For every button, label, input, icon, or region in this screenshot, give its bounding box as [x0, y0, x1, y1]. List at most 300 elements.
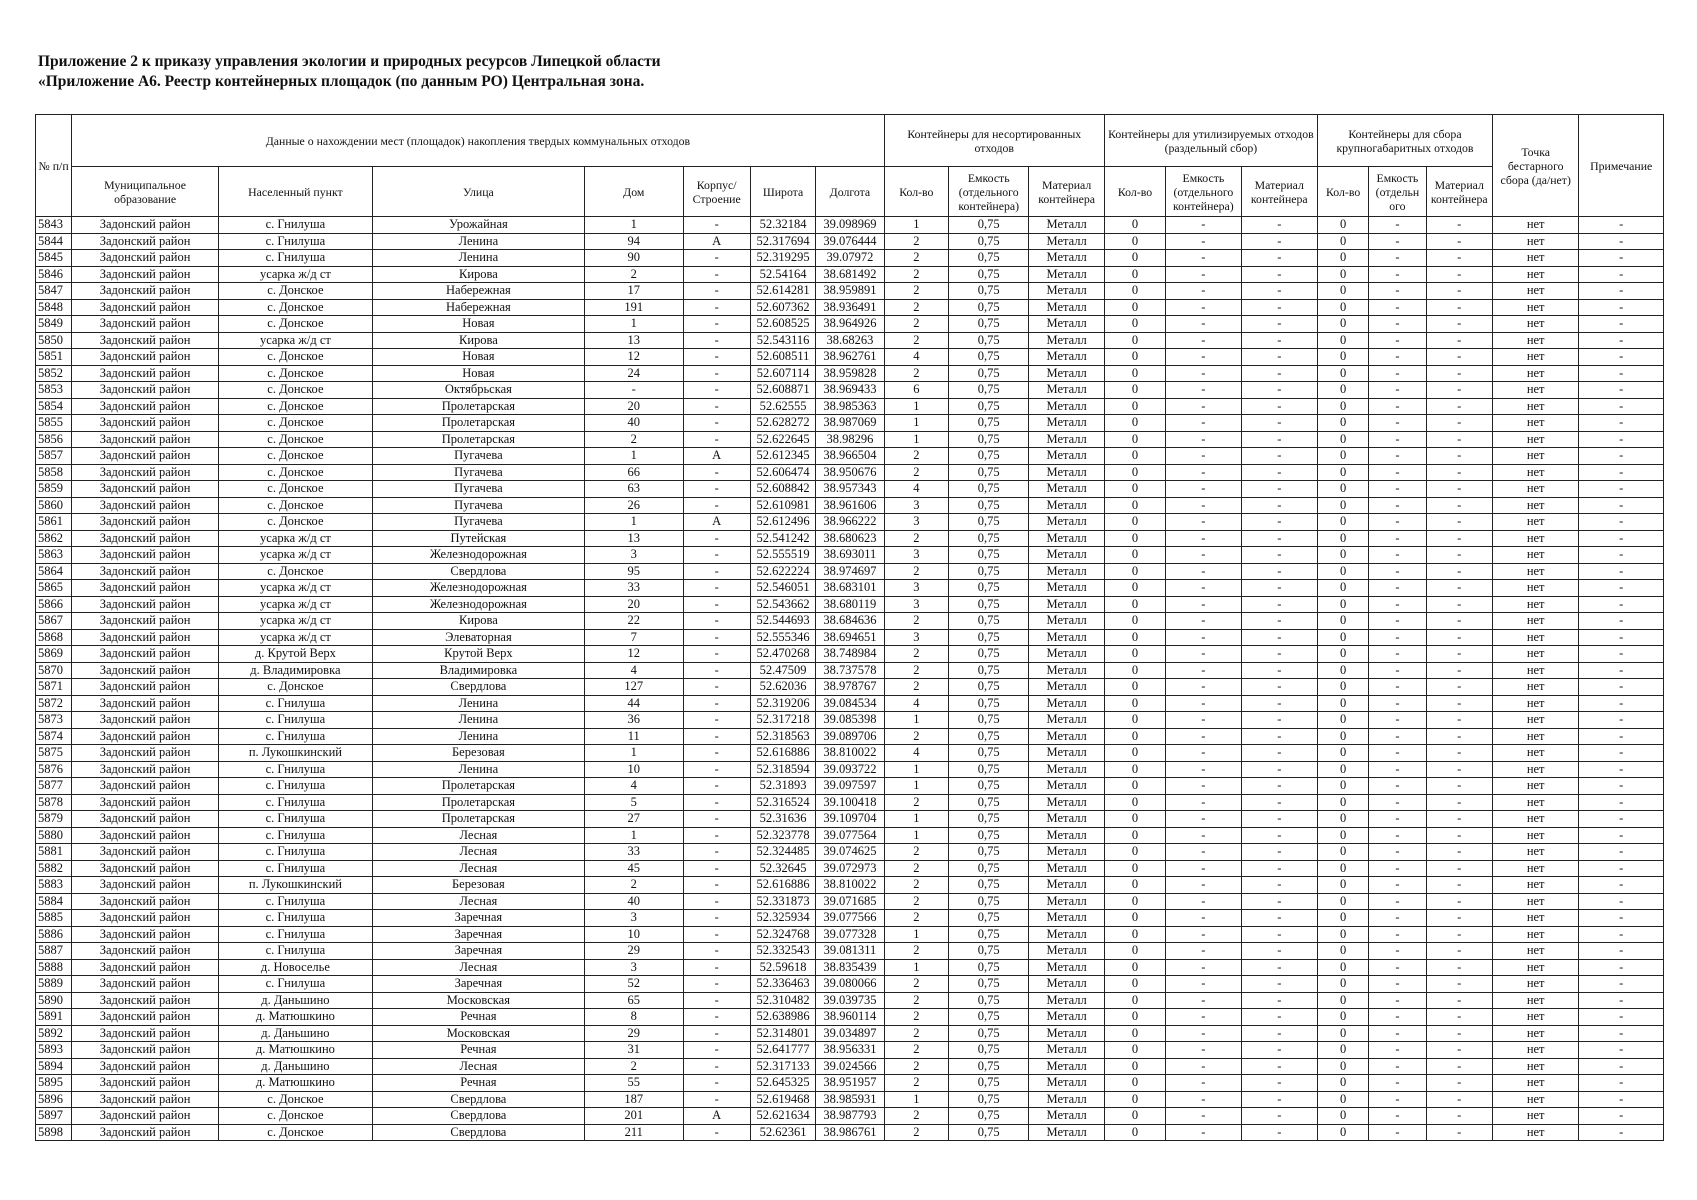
cell-capacity-recycle: - — [1166, 398, 1241, 415]
cell-note: - — [1579, 877, 1664, 894]
cell-street: Железнодорожная — [372, 547, 584, 564]
cell-material-bulky: - — [1426, 481, 1492, 498]
cell-lat: 52.317133 — [750, 1058, 815, 1075]
cell-settlement: с. Гнилуша — [218, 217, 372, 234]
cell-material-bulky: - — [1426, 1009, 1492, 1026]
cell-material-recycle: - — [1241, 844, 1317, 861]
cell-capacity-unsorted: 0,75 — [949, 695, 1029, 712]
table-row — [36, 1108, 1664, 1125]
cell-capacity-unsorted: 0,75 — [949, 1124, 1029, 1141]
cell-settlement: с. Гнилуша — [218, 761, 372, 778]
cell-material-bulky: - — [1426, 530, 1492, 547]
cell-bagless: нет — [1492, 629, 1578, 646]
cell-street: Березовая — [372, 877, 584, 894]
cell-num: 5881 — [36, 844, 72, 861]
cell-capacity-bulky: - — [1369, 877, 1426, 894]
cell-count-bulky: 0 — [1318, 745, 1369, 762]
cell-house: 45 — [584, 860, 683, 877]
cell-material-unsorted: Металл — [1029, 1091, 1104, 1108]
cell-num: 5896 — [36, 1091, 72, 1108]
cell-material-unsorted: Металл — [1029, 992, 1104, 1009]
cell-settlement: д. Матюшкино — [218, 1042, 372, 1059]
cell-count-unsorted: 3 — [884, 629, 948, 646]
cell-note: - — [1579, 415, 1664, 432]
cell-count-unsorted: 3 — [884, 596, 948, 613]
header-lon: Долгота — [816, 167, 884, 217]
cell-bagless: нет — [1492, 217, 1578, 234]
cell-lon: 39.024566 — [816, 1058, 884, 1075]
cell-count-bulky: 0 — [1318, 860, 1369, 877]
cell-capacity-recycle: - — [1166, 563, 1241, 580]
cell-house: 187 — [584, 1091, 683, 1108]
cell-capacity-bulky: - — [1369, 497, 1426, 514]
cell-capacity-recycle: - — [1166, 217, 1241, 234]
cell-material-bulky: - — [1426, 266, 1492, 283]
cell-material-recycle: - — [1241, 613, 1317, 630]
cell-count-bulky: 0 — [1318, 448, 1369, 465]
cell-count-bulky: 0 — [1318, 778, 1369, 795]
cell-count-recycle: 0 — [1104, 415, 1165, 432]
cell-material-bulky: - — [1426, 283, 1492, 300]
cell-bagless: нет — [1492, 646, 1578, 663]
table-row — [36, 1075, 1664, 1092]
cell-municipality: Задонский район — [72, 448, 219, 465]
cell-capacity-recycle: - — [1166, 745, 1241, 762]
cell-building: - — [683, 316, 750, 333]
cell-material-bulky: - — [1426, 514, 1492, 531]
cell-lat: 52.616886 — [750, 745, 815, 762]
cell-material-recycle: - — [1241, 893, 1317, 910]
cell-count-unsorted: 2 — [884, 679, 948, 696]
cell-material-recycle: - — [1241, 1042, 1317, 1059]
cell-material-recycle: - — [1241, 1058, 1317, 1075]
cell-material-recycle: - — [1241, 596, 1317, 613]
cell-material-bulky: - — [1426, 992, 1492, 1009]
cell-num: 5847 — [36, 283, 72, 300]
cell-material-unsorted: Металл — [1029, 877, 1104, 894]
cell-count-recycle: 0 — [1104, 233, 1165, 250]
header-capacity-recycle: Емкость (отдельного контейнера) — [1166, 167, 1241, 217]
header-capacity-bulky: Емкость (отдельн ого — [1369, 167, 1426, 217]
cell-capacity-bulky: - — [1369, 316, 1426, 333]
cell-note: - — [1579, 448, 1664, 465]
cell-bagless: нет — [1492, 464, 1578, 481]
cell-num: 5844 — [36, 233, 72, 250]
cell-material-bulky: - — [1426, 679, 1492, 696]
cell-count-recycle: 0 — [1104, 596, 1165, 613]
cell-street: Октябрьская — [372, 382, 584, 399]
cell-lat: 52.62361 — [750, 1124, 815, 1141]
cell-settlement: усарка ж/д ст — [218, 530, 372, 547]
cell-capacity-unsorted: 0,75 — [949, 1108, 1029, 1125]
cell-material-unsorted: Металл — [1029, 613, 1104, 630]
cell-note: - — [1579, 596, 1664, 613]
table-row — [36, 646, 1664, 663]
cell-num: 5862 — [36, 530, 72, 547]
cell-house: 1 — [584, 217, 683, 234]
cell-material-recycle: - — [1241, 497, 1317, 514]
cell-capacity-recycle: - — [1166, 893, 1241, 910]
cell-lon: 38.962761 — [816, 349, 884, 366]
cell-lon: 39.039735 — [816, 992, 884, 1009]
cell-count-unsorted: 2 — [884, 1025, 948, 1042]
header-material-unsorted: Материал контейнера — [1029, 167, 1104, 217]
cell-count-unsorted: 2 — [884, 563, 948, 580]
cell-building: - — [683, 547, 750, 564]
cell-lat: 52.62036 — [750, 679, 815, 696]
cell-material-bulky: - — [1426, 1124, 1492, 1141]
cell-count-recycle: 0 — [1104, 662, 1165, 679]
cell-num: 5870 — [36, 662, 72, 679]
cell-capacity-unsorted: 0,75 — [949, 464, 1029, 481]
cell-lat: 52.606474 — [750, 464, 815, 481]
cell-num: 5878 — [36, 794, 72, 811]
cell-material-recycle: - — [1241, 580, 1317, 597]
cell-lon: 38.748984 — [816, 646, 884, 663]
cell-house: 5 — [584, 794, 683, 811]
cell-street: Московская — [372, 992, 584, 1009]
cell-lon: 39.077566 — [816, 910, 884, 927]
cell-material-bulky: - — [1426, 580, 1492, 597]
cell-count-recycle: 0 — [1104, 547, 1165, 564]
cell-settlement: с. Гнилуша — [218, 827, 372, 844]
cell-material-bulky: - — [1426, 547, 1492, 564]
cell-street: Березовая — [372, 745, 584, 762]
cell-capacity-recycle: - — [1166, 233, 1241, 250]
cell-material-unsorted: Металл — [1029, 580, 1104, 597]
cell-street: Пролетарская — [372, 431, 584, 448]
cell-num: 5868 — [36, 629, 72, 646]
cell-count-recycle: 0 — [1104, 530, 1165, 547]
cell-street: Лесная — [372, 827, 584, 844]
cell-bagless: нет — [1492, 827, 1578, 844]
cell-capacity-bulky: - — [1369, 1025, 1426, 1042]
cell-bagless: нет — [1492, 844, 1578, 861]
cell-material-recycle: - — [1241, 910, 1317, 927]
cell-material-unsorted: Металл — [1029, 959, 1104, 976]
cell-capacity-bulky: - — [1369, 580, 1426, 597]
cell-count-recycle: 0 — [1104, 728, 1165, 745]
cell-settlement: с. Донское — [218, 1091, 372, 1108]
cell-municipality: Задонский район — [72, 365, 219, 382]
cell-house: 191 — [584, 299, 683, 316]
cell-material-recycle: - — [1241, 778, 1317, 795]
cell-settlement: с. Гнилуша — [218, 860, 372, 877]
cell-note: - — [1579, 580, 1664, 597]
cell-house: 13 — [584, 332, 683, 349]
cell-house: 1 — [584, 514, 683, 531]
cell-settlement: с. Донское — [218, 514, 372, 531]
cell-material-bulky: - — [1426, 613, 1492, 630]
cell-count-recycle: 0 — [1104, 250, 1165, 267]
cell-capacity-bulky: - — [1369, 860, 1426, 877]
table-row — [36, 761, 1664, 778]
cell-num: 5886 — [36, 926, 72, 943]
cell-material-recycle: - — [1241, 283, 1317, 300]
cell-material-recycle: - — [1241, 679, 1317, 696]
table-row — [36, 266, 1664, 283]
cell-material-bulky: - — [1426, 926, 1492, 943]
cell-capacity-recycle: - — [1166, 283, 1241, 300]
cell-street: Заречная — [372, 910, 584, 927]
cell-capacity-bulky: - — [1369, 349, 1426, 366]
cell-lon: 39.098969 — [816, 217, 884, 234]
cell-note: - — [1579, 299, 1664, 316]
cell-street: Речная — [372, 1075, 584, 1092]
cell-capacity-recycle: - — [1166, 497, 1241, 514]
cell-bagless: нет — [1492, 481, 1578, 498]
cell-lat: 52.317694 — [750, 233, 815, 250]
cell-num: 5893 — [36, 1042, 72, 1059]
cell-municipality: Задонский район — [72, 563, 219, 580]
cell-settlement: с. Гнилуша — [218, 233, 372, 250]
cell-count-bulky: 0 — [1318, 1025, 1369, 1042]
cell-bagless: нет — [1492, 415, 1578, 432]
cell-lon: 39.100418 — [816, 794, 884, 811]
cell-num: 5860 — [36, 497, 72, 514]
cell-street: Железнодорожная — [372, 596, 584, 613]
cell-building: - — [683, 662, 750, 679]
cell-material-bulky: - — [1426, 943, 1492, 960]
cell-material-bulky: - — [1426, 893, 1492, 910]
table-row — [36, 926, 1664, 943]
cell-municipality: Задонский район — [72, 250, 219, 267]
cell-material-bulky: - — [1426, 778, 1492, 795]
cell-municipality: Задонский район — [72, 860, 219, 877]
cell-count-bulky: 0 — [1318, 1042, 1369, 1059]
cell-street: Новая — [372, 316, 584, 333]
cell-count-unsorted: 2 — [884, 332, 948, 349]
cell-street: Свердлова — [372, 1124, 584, 1141]
cell-capacity-recycle: - — [1166, 827, 1241, 844]
cell-material-bulky: - — [1426, 860, 1492, 877]
cell-house: 20 — [584, 398, 683, 415]
cell-lon: 39.089706 — [816, 728, 884, 745]
cell-house: 13 — [584, 530, 683, 547]
cell-settlement: с. Гнилуша — [218, 926, 372, 943]
cell-settlement: усарка ж/д ст — [218, 547, 372, 564]
cell-material-unsorted: Металл — [1029, 695, 1104, 712]
table-row — [36, 613, 1664, 630]
cell-material-recycle: - — [1241, 943, 1317, 960]
cell-count-unsorted: 2 — [884, 646, 948, 663]
cell-building: - — [683, 382, 750, 399]
cell-capacity-recycle: - — [1166, 1009, 1241, 1026]
cell-capacity-bulky: - — [1369, 893, 1426, 910]
header-recycle-group: Контейнеры для утилизируемых отходов (раздельный сбор) — [1104, 115, 1317, 167]
cell-house: 11 — [584, 728, 683, 745]
cell-lon: 38.680623 — [816, 530, 884, 547]
cell-note: - — [1579, 1124, 1664, 1141]
cell-house: 1 — [584, 316, 683, 333]
cell-count-bulky: 0 — [1318, 1091, 1369, 1108]
cell-capacity-recycle: - — [1166, 646, 1241, 663]
cell-bagless: нет — [1492, 1124, 1578, 1141]
cell-num: 5866 — [36, 596, 72, 613]
cell-settlement: д. Даньшино — [218, 1058, 372, 1075]
cell-capacity-bulky: - — [1369, 646, 1426, 663]
cell-note: - — [1579, 629, 1664, 646]
cell-street: Ленина — [372, 728, 584, 745]
cell-count-recycle: 0 — [1104, 1058, 1165, 1075]
cell-lat: 52.31636 — [750, 811, 815, 828]
cell-count-bulky: 0 — [1318, 349, 1369, 366]
cell-note: - — [1579, 695, 1664, 712]
cell-lon: 39.072973 — [816, 860, 884, 877]
table-row — [36, 1042, 1664, 1059]
cell-bagless: нет — [1492, 283, 1578, 300]
cell-lat: 52.619468 — [750, 1091, 815, 1108]
cell-material-unsorted: Металл — [1029, 217, 1104, 234]
cell-building: - — [683, 844, 750, 861]
cell-material-recycle: - — [1241, 448, 1317, 465]
cell-lat: 52.608871 — [750, 382, 815, 399]
cell-capacity-bulky: - — [1369, 745, 1426, 762]
cell-settlement: с. Гнилуша — [218, 728, 372, 745]
cell-lat: 52.323778 — [750, 827, 815, 844]
cell-count-recycle: 0 — [1104, 398, 1165, 415]
cell-house: 40 — [584, 415, 683, 432]
cell-lat: 52.544693 — [750, 613, 815, 630]
cell-building: - — [683, 1124, 750, 1141]
cell-house: 20 — [584, 596, 683, 613]
cell-capacity-recycle: - — [1166, 943, 1241, 960]
cell-count-unsorted: 1 — [884, 761, 948, 778]
header-municipality: Муниципальное образование — [72, 167, 219, 217]
table-row — [36, 580, 1664, 597]
cell-house: 29 — [584, 943, 683, 960]
cell-note: - — [1579, 794, 1664, 811]
cell-count-recycle: 0 — [1104, 481, 1165, 498]
cell-material-unsorted: Металл — [1029, 316, 1104, 333]
cell-municipality: Задонский район — [72, 662, 219, 679]
cell-bagless: нет — [1492, 679, 1578, 696]
cell-capacity-unsorted: 0,75 — [949, 1058, 1029, 1075]
cell-capacity-unsorted: 0,75 — [949, 481, 1029, 498]
cell-lat: 52.332543 — [750, 943, 815, 960]
cell-building: А — [683, 448, 750, 465]
cell-material-bulky: - — [1426, 877, 1492, 894]
cell-house: 17 — [584, 283, 683, 300]
cell-settlement: с. Донское — [218, 1108, 372, 1125]
cell-house: 36 — [584, 712, 683, 729]
cell-bagless: нет — [1492, 992, 1578, 1009]
cell-material-bulky: - — [1426, 563, 1492, 580]
cell-material-unsorted: Металл — [1029, 1025, 1104, 1042]
cell-lon: 39.076444 — [816, 233, 884, 250]
cell-material-bulky: - — [1426, 1091, 1492, 1108]
cell-house: 90 — [584, 250, 683, 267]
table-row — [36, 332, 1664, 349]
cell-count-recycle: 0 — [1104, 217, 1165, 234]
cell-count-recycle: 0 — [1104, 844, 1165, 861]
cell-count-bulky: 0 — [1318, 398, 1369, 415]
cell-municipality: Задонский район — [72, 976, 219, 993]
cell-count-unsorted: 2 — [884, 877, 948, 894]
header-house: Дом — [584, 167, 683, 217]
table-row — [36, 860, 1664, 877]
cell-house: 2 — [584, 266, 683, 283]
cell-house: 2 — [584, 877, 683, 894]
cell-count-recycle: 0 — [1104, 299, 1165, 316]
cell-building: - — [683, 266, 750, 283]
cell-capacity-unsorted: 0,75 — [949, 778, 1029, 795]
cell-num: 5843 — [36, 217, 72, 234]
cell-count-unsorted: 2 — [884, 316, 948, 333]
cell-lon: 39.109704 — [816, 811, 884, 828]
cell-settlement: с. Гнилуша — [218, 794, 372, 811]
cell-lon: 38.959891 — [816, 283, 884, 300]
cell-count-recycle: 0 — [1104, 712, 1165, 729]
cell-settlement: с. Гнилуша — [218, 811, 372, 828]
table-row — [36, 844, 1664, 861]
cell-lon: 38.978767 — [816, 679, 884, 696]
cell-material-bulky: - — [1426, 761, 1492, 778]
cell-lat: 52.331873 — [750, 893, 815, 910]
header-note: Примечание — [1579, 115, 1664, 217]
cell-material-bulky: - — [1426, 382, 1492, 399]
cell-building: - — [683, 613, 750, 630]
cell-house: 1 — [584, 448, 683, 465]
cell-lat: 52.47509 — [750, 662, 815, 679]
cell-building: - — [683, 1091, 750, 1108]
cell-count-recycle: 0 — [1104, 794, 1165, 811]
cell-municipality: Задонский район — [72, 695, 219, 712]
cell-material-unsorted: Металл — [1029, 1009, 1104, 1026]
table-row — [36, 1025, 1664, 1042]
cell-settlement: д. Матюшкино — [218, 1075, 372, 1092]
cell-municipality: Задонский район — [72, 629, 219, 646]
cell-count-recycle: 0 — [1104, 761, 1165, 778]
cell-street: Пугачева — [372, 514, 584, 531]
cell-lon: 38.680119 — [816, 596, 884, 613]
cell-capacity-unsorted: 0,75 — [949, 349, 1029, 366]
cell-note: - — [1579, 943, 1664, 960]
cell-material-recycle: - — [1241, 299, 1317, 316]
cell-material-unsorted: Металл — [1029, 1124, 1104, 1141]
cell-capacity-bulky: - — [1369, 398, 1426, 415]
cell-bagless: нет — [1492, 778, 1578, 795]
cell-count-unsorted: 1 — [884, 1091, 948, 1108]
cell-house: - — [584, 382, 683, 399]
cell-count-unsorted: 2 — [884, 299, 948, 316]
cell-material-unsorted: Металл — [1029, 283, 1104, 300]
cell-material-unsorted: Металл — [1029, 233, 1104, 250]
cell-house: 40 — [584, 893, 683, 910]
cell-capacity-bulky: - — [1369, 910, 1426, 927]
cell-count-unsorted: 2 — [884, 1042, 948, 1059]
cell-street: Кирова — [372, 613, 584, 630]
cell-capacity-unsorted: 0,75 — [949, 217, 1029, 234]
cell-house: 26 — [584, 497, 683, 514]
cell-material-bulky: - — [1426, 299, 1492, 316]
cell-municipality: Задонский район — [72, 1075, 219, 1092]
cell-lat: 52.319295 — [750, 250, 815, 267]
cell-lat: 52.32645 — [750, 860, 815, 877]
cell-material-recycle: - — [1241, 217, 1317, 234]
cell-municipality: Задонский район — [72, 811, 219, 828]
cell-material-unsorted: Металл — [1029, 1075, 1104, 1092]
cell-count-bulky: 0 — [1318, 629, 1369, 646]
cell-bagless: нет — [1492, 926, 1578, 943]
cell-num: 5850 — [36, 332, 72, 349]
cell-count-recycle: 0 — [1104, 332, 1165, 349]
cell-municipality: Задонский район — [72, 596, 219, 613]
cell-material-bulky: - — [1426, 316, 1492, 333]
cell-street: Пролетарская — [372, 794, 584, 811]
cell-count-unsorted: 3 — [884, 514, 948, 531]
cell-settlement: с. Донское — [218, 299, 372, 316]
